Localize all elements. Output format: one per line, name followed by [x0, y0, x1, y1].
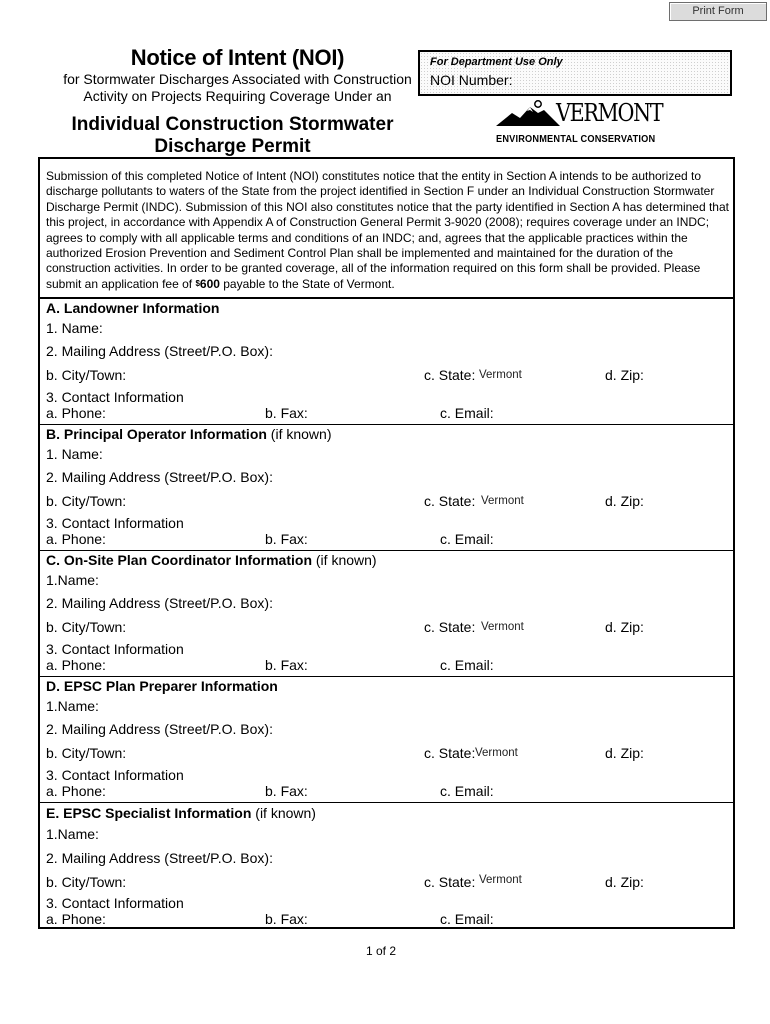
- fax-label: b. Fax:: [265, 657, 308, 673]
- section-divider: [38, 297, 735, 299]
- subtitle-line-1: for Stormwater Discharges Associated with Construction: [63, 71, 412, 87]
- intro-paragraph: Submission of this completed Notice of Intent (NOI) constitutes notice that the entity in Section A intends to be authorized to discharge pollutants to waters of the State from the project identified in Section F under an Individual Construction Stormwater Discharge Permit (INDC). Submission of this NOI also constitutes notice that the party identified in Section A has determined that this project, in accordance with Appendix A of Construction General Permit 3-9020 (2008); requires coverage under an INDC; agrees to comply with all applicable terms and conditions of an INDC; and, agrees that the applicable practices within the authorized Erosion Prevention and Sediment Control Plan shall be implemented and maintained for the duration of the construction activities. In order to be granted coverage, all of the information required on this form shall be provided. Please submit an application fee of $600 payable to the State of Vermont.: [46, 169, 729, 291]
- zip-label: d. Zip:: [605, 745, 644, 761]
- section-divider: [38, 550, 735, 551]
- permit-title-line-1: Individual Construction Stormwater: [71, 114, 394, 135]
- noi-number-label: NOI Number:: [430, 72, 513, 88]
- state-label: c. State:: [424, 493, 476, 509]
- city-label: b. City/Town:: [46, 493, 127, 509]
- fax-label: b. Fax:: [265, 783, 308, 799]
- state-value[interactable]: Vermont: [475, 747, 518, 759]
- city-label: b. City/Town:: [46, 619, 127, 635]
- name-label: 1. Name:: [46, 446, 103, 462]
- city-label: b. City/Town:: [46, 874, 127, 890]
- name-label: 1.Name:: [46, 826, 99, 842]
- vermont-logo: [494, 99, 674, 149]
- logo-tagline: ENVIRONMENTAL CONSERVATION: [496, 134, 656, 145]
- state-value[interactable]: Vermont: [481, 621, 524, 633]
- mountain-icon: [494, 99, 564, 129]
- zip-label: d. Zip:: [605, 367, 644, 383]
- section-divider: [38, 802, 735, 803]
- page-number: 1 of 2: [366, 944, 397, 958]
- section-divider: [38, 424, 735, 425]
- logo-wordmark: VERMONT: [556, 99, 663, 127]
- contact-info-label: 3. Contact Information: [46, 515, 184, 531]
- phone-label: a. Phone:: [46, 911, 106, 927]
- department-use-title: For Department Use Only: [430, 56, 563, 68]
- mailing-address-label: 2. Mailing Address (Street/P.O. Box):: [46, 469, 273, 485]
- phone-label: a. Phone:: [46, 531, 106, 547]
- department-use-box: [418, 50, 732, 96]
- email-label: c. Email:: [440, 531, 494, 547]
- section-heading: E. EPSC Specialist Information (if known): [46, 805, 316, 821]
- fax-label: b. Fax:: [265, 531, 308, 547]
- mailing-address-label: 2. Mailing Address (Street/P.O. Box):: [46, 343, 273, 359]
- city-label: b. City/Town:: [46, 367, 127, 383]
- mailing-address-label: 2. Mailing Address (Street/P.O. Box):: [46, 850, 273, 866]
- contact-info-label: 3. Contact Information: [46, 767, 184, 783]
- phone-label: a. Phone:: [46, 657, 106, 673]
- section-heading: A. Landowner Information: [46, 300, 220, 316]
- state-label: c. State:: [424, 619, 476, 635]
- contact-info-label: 3. Contact Information: [46, 895, 184, 911]
- zip-label: d. Zip:: [605, 493, 644, 509]
- state-value[interactable]: Vermont: [481, 495, 524, 507]
- email-label: c. Email:: [440, 783, 494, 799]
- subtitle-line-2: Activity on Projects Requiring Coverage Under an: [83, 88, 392, 104]
- mailing-address-label: 2. Mailing Address (Street/P.O. Box):: [46, 595, 273, 611]
- fax-label: b. Fax:: [265, 911, 308, 927]
- state-label: c. State:: [424, 874, 476, 890]
- section-divider: [38, 676, 735, 677]
- email-label: c. Email:: [440, 657, 494, 673]
- name-label: 1. Name:: [46, 320, 103, 336]
- state-label: c. State:: [424, 367, 476, 383]
- permit-title-line-2: Discharge Permit: [154, 136, 311, 157]
- section-heading: C. On-Site Plan Coordinator Information (if known): [46, 552, 377, 568]
- print-form-button[interactable]: Print Form: [669, 2, 767, 21]
- section-heading: B. Principal Operator Information (if known): [46, 426, 332, 442]
- contact-info-label: 3. Contact Information: [46, 389, 184, 405]
- phone-label: a. Phone:: [46, 783, 106, 799]
- state-value[interactable]: Vermont: [479, 874, 522, 886]
- section-heading: D. EPSC Plan Preparer Information: [46, 678, 278, 694]
- mailing-address-label: 2. Mailing Address (Street/P.O. Box):: [46, 721, 273, 737]
- name-label: 1.Name:: [46, 572, 99, 588]
- state-value[interactable]: Vermont: [479, 369, 522, 381]
- email-label: c. Email:: [440, 911, 494, 927]
- page-title: Notice of Intent (NOI): [130, 45, 345, 70]
- email-label: c. Email:: [440, 405, 494, 421]
- fax-label: b. Fax:: [265, 405, 308, 421]
- contact-info-label: 3. Contact Information: [46, 641, 184, 657]
- city-label: b. City/Town:: [46, 745, 127, 761]
- state-label: c. State:: [424, 745, 476, 761]
- zip-label: d. Zip:: [605, 619, 644, 635]
- zip-label: d. Zip:: [605, 874, 644, 890]
- phone-label: a. Phone:: [46, 405, 106, 421]
- name-label: 1.Name:: [46, 698, 99, 714]
